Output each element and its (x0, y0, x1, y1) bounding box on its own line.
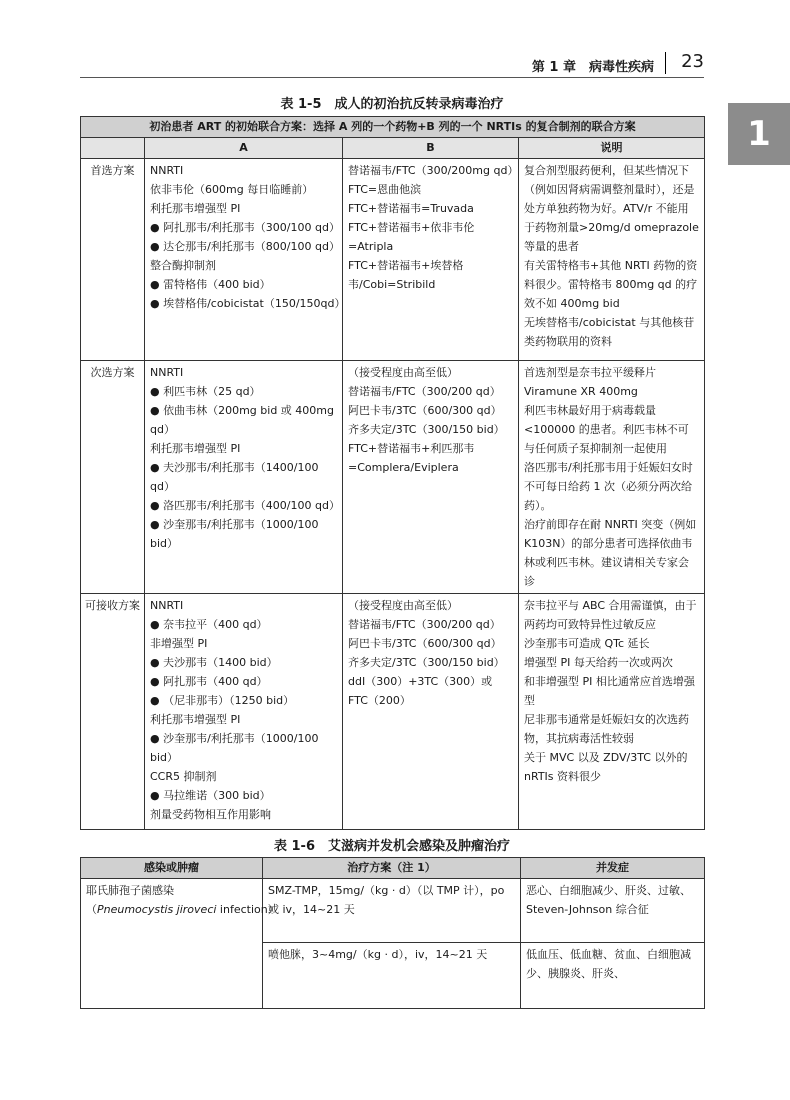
col-b-cell (343, 361, 519, 594)
notes-cell (519, 361, 705, 594)
table-1-6-caption: 表 1-6 艾滋病并发机会感染及肿瘤治疗 (273, 839, 510, 854)
chapter-title: 第 1 章 病毒性疾病 (531, 60, 654, 75)
list-item: 利托那韦增强型 PI (150, 442, 241, 455)
treatment-text: SMZ-TMP，15mg/（kg · d）（以 TMP 计），po 或 iv，14~21 天 (268, 884, 505, 916)
col-header-treatment: 治疗方案（注 1） (263, 858, 521, 879)
page-number: 23 (681, 51, 704, 72)
infection-latin-line: （Pneumocystis jiroveci infection） (86, 903, 279, 916)
list-item: 利托那韦增强型 PI (150, 202, 241, 215)
list-item: ● 阿扎那韦/利托那韦（300/100 qd） (150, 221, 340, 234)
list-item: ● 依曲韦林（200mg bid 或 400mg qd） (150, 404, 334, 436)
col-b-cell (343, 594, 519, 830)
header-rule (80, 77, 704, 78)
treatment-text: 喷他脒，3~4mg/（kg · d），iv，14~21 天 (268, 948, 488, 961)
row-label: 次选方案 (81, 361, 145, 594)
note-paragraph: 利匹韦林最好用于病毒载量<100000 的患者。利匹韦林不可与任何质子泵抑制剂一起使用 (524, 404, 689, 455)
table-banner: 初治患者 ART 的初始联合方案：选择 A 列的一个药物+B 列的一个 NRTIs 的复合制剂的联合方案 (81, 117, 705, 138)
table-row (81, 594, 705, 830)
infection-latin: Pneumocystis jiroveci (97, 903, 217, 916)
list-item: NNRTI (150, 164, 184, 177)
list-item: FTC+替诺福韦+依非韦伦=Atripla (348, 221, 475, 253)
note-paragraph: 治疗前即存在耐 NNRTI 突变（例如 K103N）的部分患者可选择依曲韦林或利匹韦林。建议请相关专家会诊 (524, 518, 697, 588)
running-header (80, 48, 704, 78)
list-item: NNRTI (150, 366, 184, 379)
note-paragraph: 尼非那韦通常是妊娠妇女的次选药物，其抗病毒活性较弱 (524, 713, 689, 745)
table-1-5-caption: 表 1-5 成人的初治抗反转录病毒治疗 (280, 97, 504, 112)
col-header-blank (81, 138, 145, 159)
notes-cell (519, 159, 705, 361)
note-paragraph: 沙奎那韦可造成 QTc 延长 (524, 637, 650, 650)
list-item: NNRTI (150, 599, 184, 612)
row-label: 首选方案 (81, 159, 145, 361)
list-item: 依非韦伦（600mg 每日临睡前） (150, 183, 314, 196)
col-header-b: B (343, 138, 519, 159)
note-paragraph: 无埃替格韦/cobicistat 与其他核苷类药物联用的资料 (524, 316, 695, 348)
list-item: ● 夫沙那韦（1400 bid） (150, 656, 278, 669)
complications-text: 恶心、白细胞减少、肝炎、过敏、Steven-Johnson 综合征 (526, 884, 691, 916)
list-item: FTC+替诺福韦=Truvada (348, 202, 474, 215)
col-header-notes: 说明 (519, 138, 705, 159)
list-item: ● 利匹韦林（25 qd） (150, 385, 261, 398)
col-header-complications: 并发症 (521, 858, 705, 879)
list-item: 替诺福韦/FTC（300/200 qd） (348, 618, 501, 631)
list-item: ● 洛匹那韦/利托那韦（400/100 qd） (150, 499, 340, 512)
list-item: 齐多夫定/3TC（300/150 bid） (348, 656, 505, 669)
list-item: 阿巴卡韦/3TC（600/300 qd） (348, 404, 502, 417)
note-paragraph: 和非增强型 PI 相比通常应首选增强型 (524, 675, 695, 707)
list-item: ● 夫沙那韦/利托那韦（1400/100 qd） (150, 461, 319, 493)
complications-text: 低血压、低血糖、贫血、白细胞减少、胰腺炎、肝炎、 (526, 948, 691, 980)
note-paragraph: 首选剂型是奈韦拉平缓释片 Viramune XR 400mg (524, 366, 656, 398)
list-item: ● 沙奎那韦/利托那韦（1000/100 bid） (150, 732, 319, 764)
list-item: FTC=恩曲他滨 (348, 183, 422, 196)
col-header-infection: 感染或肿瘤 (81, 858, 263, 879)
list-item: （接受程度由高至低） (348, 599, 458, 612)
list-item: FTC+替诺福韦+利匹那韦=Complera/Eviplera (348, 442, 475, 474)
list-item: ● 雷特格伟（400 bid） (150, 278, 271, 291)
list-item: FTC+替诺福韦+埃替格韦/Cobi=Stribild (348, 259, 464, 291)
table-row (81, 361, 705, 594)
list-item: ● 达仑那韦/利托那韦（800/100 qd） (150, 240, 340, 253)
treatment-cell (263, 879, 521, 943)
header-separator (665, 52, 666, 74)
table-header-row (81, 138, 705, 159)
col-a-cell (145, 594, 343, 830)
note-paragraph: 洛匹那韦/利托那韦用于妊娠妇女时不可每日给药 1 次（必须分两次给药）。 (524, 461, 693, 512)
list-item: ● 埃替格伟/cobicistat（150/150qd） (150, 297, 346, 310)
infection-cell (81, 879, 279, 1009)
list-item: 利托那韦增强型 PI (150, 713, 241, 726)
col-a-cell (145, 361, 343, 594)
list-item: 阿巴卡韦/3TC（600/300 qd） (348, 637, 502, 650)
list-item: 齐多夫定/3TC（300/150 bid） (348, 423, 505, 436)
table-header-row (81, 858, 705, 879)
chapter-tab: 1 (728, 103, 790, 165)
list-item: 替诺福韦/FTC（300/200mg qd） (348, 164, 519, 177)
list-item: ● （尼非那韦）（1250 bid） (150, 694, 295, 707)
list-item: 剂量受药物相互作用影响 (150, 808, 271, 821)
row-label: 可接收方案 (81, 594, 145, 830)
table-row (81, 879, 705, 943)
list-item: ddI（300）+3TC（300）或 FTC（200） (348, 675, 493, 707)
list-item: 非增强型 PI (150, 637, 208, 650)
notes-cell (519, 594, 705, 830)
list-item: CCR5 抑制剂 (150, 770, 217, 783)
list-item: 替诺福韦/FTC（300/200 qd） (348, 385, 501, 398)
table-1-5 (80, 116, 705, 830)
note-paragraph: 关于 MVC 以及 ZDV/3TC 以外的 nRTIs 资料很少 (524, 751, 688, 783)
list-item: ● 奈韦拉平（400 qd） (150, 618, 268, 631)
table-row (81, 159, 705, 361)
list-item: 整合酶抑制剂 (150, 259, 216, 272)
note-paragraph: 有关雷特格韦+其他 NRTI 药物的资料很少。雷特格韦 800mg qd 的疗效不如 400mg bid (524, 259, 698, 310)
col-header-a: A (145, 138, 343, 159)
note-paragraph: 复合剂型服药便利，但某些情况下（例如因肾病需调整剂量时），还是处方单独药物为好。ATV/r 不能用于药物剂量>20mg/d omeprazole 等量的患者 (524, 164, 699, 253)
list-item: ● 沙奎那韦/利托那韦（1000/100 bid） (150, 518, 319, 550)
note-paragraph: 奈韦拉平与 ABC 合用需谨慎，由于两药均可致特异性过敏反应 (524, 599, 697, 631)
infection-name: 耶氏肺孢子菌感染 (86, 884, 174, 897)
col-b-cell (343, 159, 519, 361)
complications-cell (521, 879, 705, 943)
list-item: （接受程度由高至低） (348, 366, 458, 379)
col-a-cell (145, 159, 346, 361)
treatment-cell (263, 943, 521, 1009)
note-paragraph: 增强型 PI 每天给药一次或两次 (524, 656, 673, 669)
table-1-6 (80, 857, 705, 1009)
list-item: ● 马拉维诺（300 bid） (150, 789, 271, 802)
table-banner-row (81, 117, 705, 138)
list-item: ● 阿扎那韦（400 qd） (150, 675, 268, 688)
infection-suffix: infection） (216, 903, 279, 916)
complications-cell (521, 943, 705, 1009)
